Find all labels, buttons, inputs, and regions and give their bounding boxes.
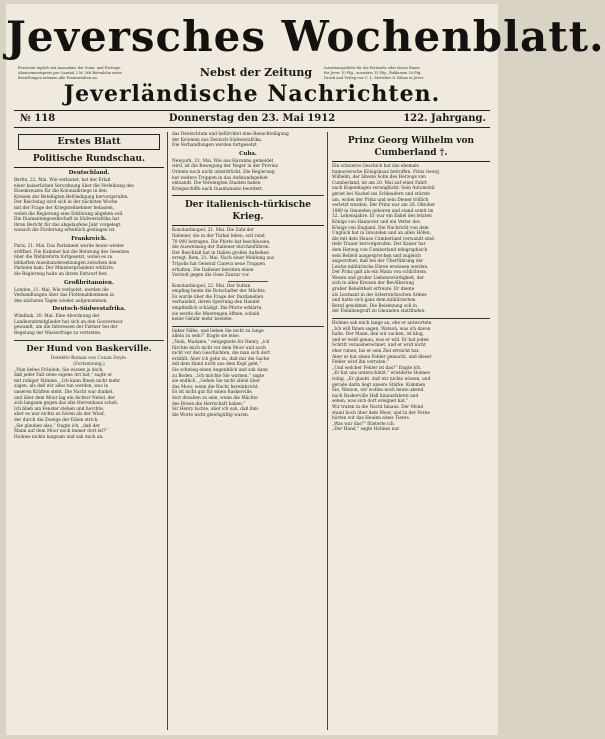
text-line: Konstantinopel, 21. Mai. Die Zahl der <box>172 228 254 234</box>
text-line: keine Gefahr mehr bestehe. <box>172 317 233 323</box>
subheading-britain: Großbritannien. <box>64 279 114 286</box>
text-line: Kriegsschiffe nach Guantanamo beordert. <box>172 186 264 192</box>
text-line: dem Herzog von Cumberland telegraphisch <box>332 247 428 253</box>
text-line: Berlin, 22. Mai. Wie verlautet, hat der Erlaß <box>14 178 111 183</box>
section-heading-politics: Politische Rundschau. <box>14 153 164 168</box>
text-line: Holmes nickte langsam und sah mich an. <box>14 434 104 440</box>
text-line: angeordnet, daß bei der Überführung der <box>332 259 424 265</box>
text-line: Es wurde über die Frage der Dardanellen <box>172 294 264 300</box>
insertion-line: für Jever 10 Pfg., auswärts 15 Pfg., Reklamen 30 Pfg. <box>324 71 422 75</box>
text-line: Die Diamantengesellschaft in Südwestafrika hat <box>14 217 120 223</box>
text-line: Verhandlungen über das Flottenabkommen in <box>14 293 115 299</box>
feuilleton-divider <box>172 326 324 327</box>
issue-year: 122. Jahrgang. <box>403 113 486 124</box>
text-line: Der Beschluß hat in Italien großes Aufsehen <box>172 250 269 256</box>
text-line: 1880 in Gmunden geboren und stand somit im <box>332 208 434 214</box>
column-divider <box>167 132 168 730</box>
issue-date: Donnerstag den 23. Mai 1912 <box>168 113 336 124</box>
text-line: allein zu sein?“ fragte sie leise. <box>172 334 240 340</box>
column-left <box>14 132 164 730</box>
text-line: das Moor, wenn die Nacht hereinbricht. <box>172 384 260 390</box>
text-line: über die Wahlreform fortgesetzt, wobei es zu <box>14 255 113 261</box>
text-line: Ein schweres Geschick hat das ehemals <box>332 164 419 169</box>
text-line: Der Prinz galt als ein Mann von schlichtem <box>332 270 427 276</box>
article-cumberland <box>332 164 490 315</box>
text-line: als Leutnant in der österreichischen Armee <box>332 292 427 298</box>
text-line: hörten wir das Heulen eines Tieres. <box>332 416 411 422</box>
text-line: großer Beliebtheit erfreute. Er diente <box>332 287 415 293</box>
text-line: sein Beileid ausgesprochen und zugleich <box>332 253 421 259</box>
text-line: Tripolis hat General Caneva neue Truppen <box>172 261 266 267</box>
text-line: stand hoch über dem Moor, und in der Ferne <box>332 410 430 416</box>
story-text-part1 <box>14 368 164 441</box>
text-line: „Der Hund,“ sagte Holmes nur. <box>332 427 401 433</box>
text-line: Beruf gewidmet. Die Beisetzung soll in <box>332 303 417 309</box>
text-line: Sir Henry lachte, aber ich sah, daß ihm <box>172 407 258 413</box>
text-line: „Ich will Ihnen sagen, Watson, was ich davon <box>332 326 431 332</box>
text-line: empfing heute die Botschafter der Mächte. <box>172 289 267 295</box>
text-line: Die Verhandlungen werden fortgesetzt. <box>172 143 259 149</box>
text-line: mit der Frage der Kriegsteilnehmer befassen, <box>14 205 115 211</box>
dateline-top-rule <box>14 110 490 111</box>
story-continuation: (Fortsetzung.) <box>73 361 105 367</box>
text-line: erhalten. Die Italiener bereiten einen <box>172 267 254 273</box>
section-heading-war: Der italienisch-türkische Krieg. <box>172 199 324 226</box>
column-middle <box>172 132 324 730</box>
section-heading-cumberland: Prinz Georg Wilhelm von Cumberland †. <box>332 135 490 162</box>
text-line: Holmes sah mich lange an, ehe er antwortete. <box>332 321 433 327</box>
insertion-line: Insertionsgebühr für die Petitzeile oder deren Raum <box>324 66 420 70</box>
text-line: wonach die Förderung erheblich gestiegen ist. <box>14 228 116 234</box>
text-line: Mann auf dem Moor noch immer dort ist?“ <box>14 429 108 435</box>
text-line: sehen, was sich dort ereignet hat.“ <box>332 399 409 405</box>
subscription-info <box>18 66 168 81</box>
text-line: erzählt. Aber ich gebe zu, daß mir die Sache <box>172 356 270 362</box>
column-right <box>332 132 490 730</box>
subheading-southwest-africa: Deutsch-Südwestafrika. <box>52 306 126 313</box>
text-line: Wesen und großer Liebenswürdigkeit, der <box>332 275 425 281</box>
text-line: sich in allen Kreisen der Bevölkerung <box>332 281 414 287</box>
text-line: den nächsten Tagen wieder aufgenommen. <box>14 298 108 304</box>
subscription-line: Bestellungen nehmen alle Postanstalten an. <box>18 76 98 80</box>
text-line: der Familiengruft zu Gmunden stattfinden. <box>332 309 426 315</box>
text-line: Windhuk, 20. Mai. Eine Abordnung der <box>14 314 100 320</box>
text-line: geriet bei Nackel ins Schleudern und stürzte <box>332 191 430 197</box>
text-line: „Sie glauben also,“ fragte ich, „daß der <box>14 423 100 429</box>
text-line: Kreisen der Beteiligten Befriedigung hervorgerufen. <box>14 194 129 200</box>
dateline <box>14 112 490 126</box>
first-sheet-box: Erstes Blatt <box>18 134 160 150</box>
story-author: Detektiv-Roman von Conan Doyle. <box>50 355 128 361</box>
text-line: Königs von England. Die Nachricht von dem <box>332 225 429 231</box>
text-line: um, wobei der Prinz und sein Diener tödlich <box>332 197 429 203</box>
text-line: lebhaften Auseinandersetzungen zwischen den <box>14 260 117 266</box>
masthead-title: Jeversches Wochenblatt. <box>6 12 605 61</box>
text-line: Parteien kam. Der Ministerpräsident erklärte, <box>14 266 115 272</box>
text-line: erregt. Rom, 21. Mai. Nach einer Meldung aus <box>172 256 275 262</box>
supplement-title: Jeverländische Nachrichten. <box>63 81 441 107</box>
text-line: Fehler wird ihn verraten.“ <box>332 360 390 366</box>
text-line: Leiche militärische Ehren erwiesen werden. <box>332 264 429 270</box>
section-divider <box>172 195 324 196</box>
text-line: Ich blieb am Fenster stehen und horchte, <box>14 406 105 412</box>
text-line: der durch die Zweige der Eiben strich. <box>14 418 99 423</box>
subheading-cuba: Cuba. <box>239 150 257 157</box>
subscription-line: Abonnementspreis pro Quartal 2 M. Mit Botenlohn extra. <box>18 71 123 75</box>
text-line: Vorstoß gegen die Oase Zanzur vor. <box>172 273 250 279</box>
text-line: „Und welcher Fehler ist das?“ fragte ich. <box>332 365 422 371</box>
text-line: sich langsam gegen das alte Herrenhaus schob. <box>14 401 119 407</box>
article-britain <box>14 288 164 305</box>
text-line: Wilhelm, der älteste Sohn des Herzogs von <box>332 175 426 181</box>
text-line: die Worte nicht gleichgültig waren. <box>172 412 250 418</box>
text-line: Aber er hat einen Fehler gemacht, und dieser <box>332 354 432 360</box>
story-title: Der Hund von Baskerville. <box>26 343 152 354</box>
newspaper-page <box>6 4 605 735</box>
text-line: Konstantinopel, 22. Mai. Der Sultan <box>172 283 251 289</box>
text-line: zu Boden. „Ich möchte Sie warnen,“ sagte <box>172 373 265 379</box>
text-line: Königs von Hannover und ein Vetter des <box>332 219 420 225</box>
text-line: verhandelt, deren Sperrung den Handel <box>172 300 260 306</box>
text-line: mit ruhiger Stimme. „Ich kann Ihnen nicht mehr <box>14 378 120 384</box>
text-line: dort draußen zu sein, wenn die Mächte <box>172 395 258 401</box>
text-line: hannoversche Königshaus betroffen. Prinz Georg <box>332 169 440 175</box>
text-line: nach Kopenhagen verunglückt. Sein Automobil <box>332 186 435 192</box>
supplement-note: Nebst der Zeitung <box>199 66 313 79</box>
text-line: Schritt vorausberechnet, und er wird nicht <box>332 343 426 349</box>
text-line: nach Baskerville Hall hinausfahren und <box>332 393 419 399</box>
article-france <box>14 244 164 278</box>
text-line: gerade darin liegt unsere Stärke. Kommen <box>332 382 426 388</box>
insertion-info <box>324 66 490 81</box>
text-line: Wir traten in die Nacht hinaus. Der Mond <box>332 404 424 410</box>
text-line: gewandt, um die Interessen der Farmer bei der <box>14 325 118 331</box>
text-line: Newyork, 21. Mai. Wie aus Havanna gemeldet <box>172 158 274 164</box>
subheading-france: Frankreich. <box>71 235 107 242</box>
text-line: aber es war nichts zu hören als der Wind, <box>14 412 105 418</box>
text-line: Paris, 21. Mai. Das Parlament wurde heute wieder <box>14 243 125 249</box>
text-line: ihren Bericht für das abgelaufene Jahr vorgelegt, <box>14 222 122 228</box>
text-line: Sie schwieg einen Augenblick und sah dann <box>172 368 268 373</box>
text-line: tiefe Trauer hervorgerufen. Der Kaiser hat <box>332 242 426 248</box>
article-southwest-africa <box>14 314 164 336</box>
text-line: wird, ist die Bewegung der Neger in der Provinz <box>172 164 278 170</box>
story-text-part3 <box>332 321 490 433</box>
subheading-germany: Deutschland. <box>68 170 110 176</box>
insertion-line: Druck und Verlag von C. L. Mettcker & Söhne in Jever. <box>324 76 424 80</box>
text-line: sagen, als daß wir alles tun werden, was in <box>14 384 109 390</box>
text-line: linker Nähe, und lieben Sie nicht zu lange <box>172 328 264 334</box>
text-line: unseren Kräften steht. Die Nacht war dunkel, <box>14 390 114 396</box>
text-line: sie endlich. „Gehen Sie nicht allein über <box>172 379 260 385</box>
article-continuation <box>172 132 324 149</box>
text-line: das Deutschtum und befürchtet eine Benachteiligung <box>172 132 289 137</box>
text-line: eröffnet. Die Kammer hat die Beratung des Gesetzes <box>14 249 130 255</box>
text-line: sie werde die Meerengen öffnen, sobald <box>172 311 260 317</box>
text-line: des Bösen die Herrschaft haben.“ <box>172 401 246 407</box>
text-line: Cumberland, ist am 20. Mai auf einer Fahrt <box>332 180 427 186</box>
dateline-bottom-rule <box>14 127 490 128</box>
text-line: fürchte mich nicht vor dem Moor und auch <box>172 345 266 351</box>
text-line: die Regierung halte an ihrem Entwurf fest. <box>14 271 108 277</box>
story-text-part2 <box>172 329 324 419</box>
text-line: einer kaiserlichen Verordnung über die Verleihung des <box>14 183 134 189</box>
text-line: entsandt. Die Vereinigten Staaten haben <box>172 181 261 187</box>
text-line: die Ausweisung der Italiener durchzuführen. <box>172 245 270 251</box>
text-line: 70 000 betragen. Die Pforte hat beschlossen, <box>172 239 271 245</box>
text-line: Eisenkreuzes für die Kolonialkriege in den <box>14 189 107 195</box>
small-divider <box>228 281 268 282</box>
text-line: Es ist nicht gut für einen Baskerville, <box>172 390 254 396</box>
article-cuba <box>172 159 324 193</box>
text-line: der Kolonien aus Deutsch-Südwestafrika. <box>172 137 263 143</box>
text-line: halte. Der Mann, den wir suchen, ist klug, <box>332 332 424 338</box>
issue-number: № 118 <box>20 113 56 124</box>
text-line: Oriente noch nicht unterdrückt. Die Regierung <box>172 169 275 175</box>
text-line: Unglück hat in Gmunden und an allen Höfen, <box>332 231 431 237</box>
text-line: eher ruhen, bis er sein Ziel erreicht hat. <box>332 349 420 354</box>
text-line: „Was war das?“ flüsterte ich. <box>332 421 396 427</box>
text-line: Italiener, die in der Türkei leben, soll rund <box>172 233 265 239</box>
article-germany <box>14 178 164 234</box>
column-divider <box>327 132 328 730</box>
text-line: „Nein, Madame,“ entgegnete Sir Henry, „ich <box>172 340 270 346</box>
text-line: 32. Lebensjahre. Er war ein Enkel des letzten <box>332 214 432 220</box>
text-line: London, 21. Mai. Wie verlautet, werden die <box>14 287 109 293</box>
text-line: und hatte sich ganz dem militärischen <box>332 298 416 304</box>
text-line: nicht vor den Geschichten, die man sich dort <box>172 351 270 357</box>
text-line: hat weitere Truppen in das Aufstandsgebiet <box>172 175 268 181</box>
text-line: Sie, Watson, wir wollen noch heute abend <box>332 388 424 394</box>
text-line: empfindlich schädigt. Die Pforte erklärte, <box>172 306 263 312</box>
text-line: Regelung der Wasserfrage zu vertreten. <box>14 331 102 337</box>
text-line: daß jeder Fall seine eigene Art hat,“ sagte er <box>14 373 113 379</box>
text-line: verletzt wurden. Der Prinz war am 28. Oktober <box>332 203 436 209</box>
text-line: „Nun liebes Fräulein, Sie wissen ja doch, <box>14 367 104 373</box>
text-line: mit dem Hund nicht aus dem Kopf geht.“ <box>172 362 262 368</box>
article-war-2 <box>172 284 324 323</box>
subscription-line: Erscheint täglich mit Ausnahme der Sonn- und Festtage. <box>18 66 122 70</box>
text-line: Landesratsmitglieder hat sich an den Gouverneur <box>14 319 123 325</box>
text-line: und er weiß genau, was er will. Er hat jeden <box>332 337 429 343</box>
article-war-1 <box>172 228 324 278</box>
text-line: wobei die Regierung eine Erklärung abgeben soll. <box>14 211 124 217</box>
feuilleton-divider <box>14 340 164 341</box>
text-line: „Er hat uns unterschätzt,“ erwiderte Holmes <box>332 371 430 377</box>
text-line: Der Reichstag wird sich in der nächsten Woche <box>14 200 118 206</box>
text-line: ruhig. „Er glaubt, daß wir nichts wissen, und <box>332 376 431 382</box>
text-line: die mit dem Hause Cumberland verwandt sind, <box>332 236 436 242</box>
feuilleton-divider <box>332 318 490 319</box>
text-line: und über dem Moor lag ein dichter Nebel, der <box>14 395 115 401</box>
